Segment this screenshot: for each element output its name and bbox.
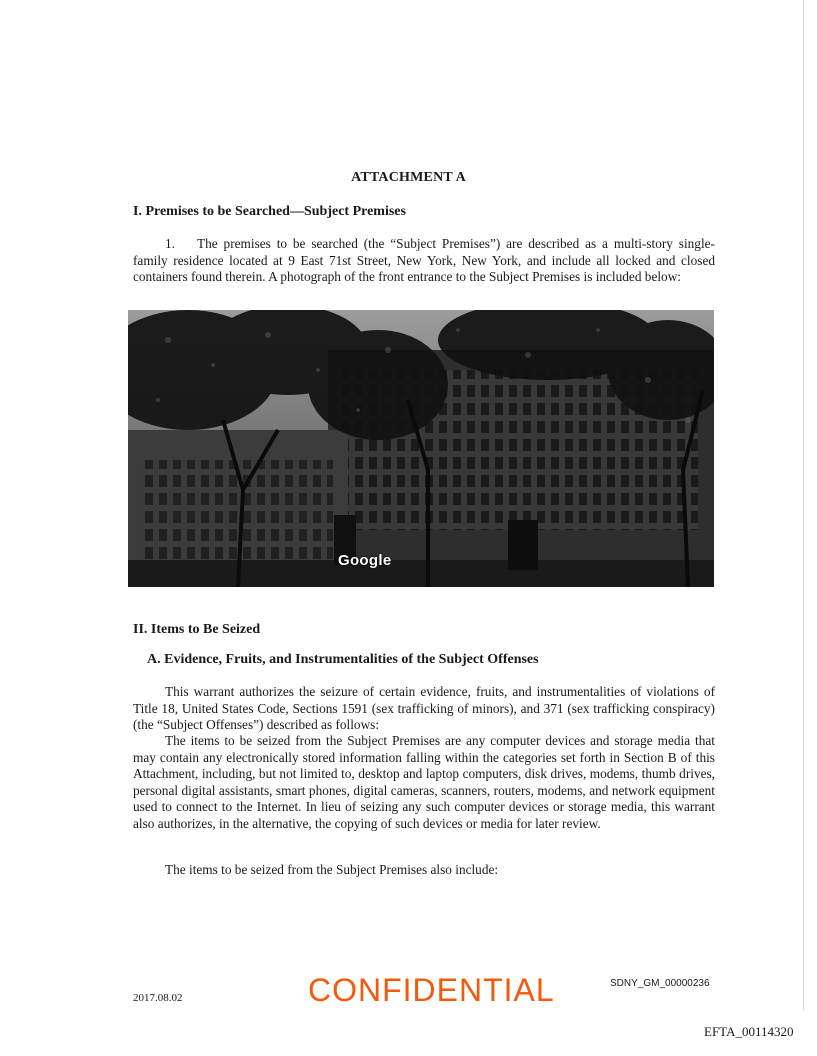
confidential-stamp: CONFIDENTIAL bbox=[308, 972, 555, 1008]
bates-number: SDNY_GM_00000236 bbox=[610, 978, 710, 989]
premises-paragraph bbox=[133, 236, 715, 286]
premises-photograph bbox=[128, 310, 714, 587]
items-also-paragraph: The items to be seized from the Subject Premises also include: bbox=[165, 862, 499, 877]
attachment-title: ATTACHMENT A bbox=[351, 170, 466, 185]
paragraph-number: 1. bbox=[165, 236, 175, 251]
section-heading-premises: I. Premises to be Searched—Subject Premises bbox=[133, 204, 406, 219]
building-photo-image bbox=[128, 310, 714, 587]
section-heading-items: II. Items to Be Seized bbox=[133, 622, 261, 637]
scan-edge-line bbox=[803, 0, 804, 1010]
items-paragraph: The items to be seized from the Subject Premises are any computer devices and storage media that may contain any electronically stored information falling within the categories set forth in Section B of this Attachment, including, but not limited to, desktop and laptop computers, disk drives, modems, thumb drives, personal digital assistants, smart phones, digital cameras, scanners, routers, modems, and network equipment used to connect to the Internet. In lieu of seizing any such computer devices or storage media, this warrant also authorizes, in the alternative, the copying of such devices or media for later review. bbox=[133, 733, 715, 831]
efta-number: EFTA_00114320 bbox=[704, 1024, 794, 1039]
premises-paragraph-text: The premises to be searched (the “Subject Premises”) are described as a multi-story single-family residence located at 9 East 71st Street, New York, New York, and include all locked and closed containers found therein. A photograph of the front entrance to the Subject Premises is included below: bbox=[133, 236, 715, 284]
photo-watermark: Google bbox=[338, 552, 392, 569]
subsection-heading-evidence: A. Evidence, Fruits, and Instrumentalities of the Subject Offenses bbox=[147, 652, 539, 667]
warrant-paragraph: This warrant authorizes the seizure of certain evidence, fruits, and instrumentalities of violations of Title 18, United States Code, Sections 1591 (sex trafficking of minors), and 371 (sex trafficking conspiracy) (the “Subject Offenses”) described as follows: bbox=[133, 684, 715, 732]
footer-date: 2017.08.02 bbox=[133, 992, 183, 1004]
